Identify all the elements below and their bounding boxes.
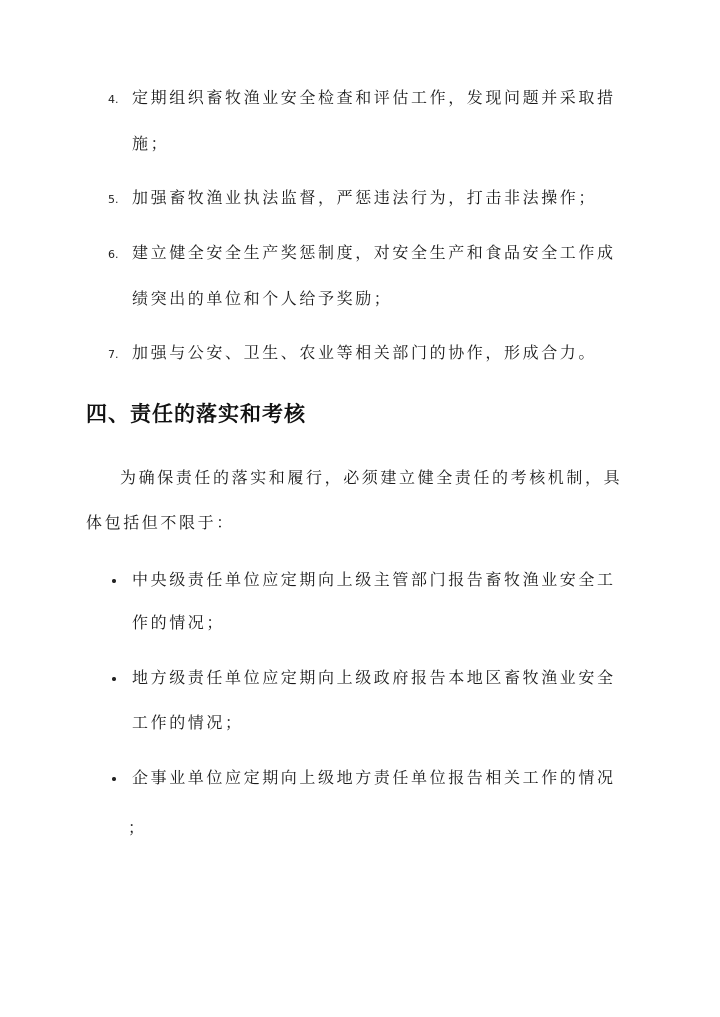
section-heading: 四、责任的落实和考核 [86,402,306,426]
item-line: 工作的情况； [132,713,244,732]
item-line: 企事业单位应定期向上级地方责任单位报告相关工作的情况 [132,768,616,787]
item-line: 建立健全安全生产奖惩制度，对安全生产和食品安全工作成 [132,243,616,262]
bullet-dot [112,579,116,583]
item-line: 中央级责任单位应定期向上级主管部门报告畜牧渔业安全工 [132,570,616,589]
item-line: 加强与公安、卫生、农业等相关部门的协作，形成合力。 [132,343,598,362]
item-number: 7. [108,348,119,361]
item-line: 绩突出的单位和个人给予奖励； [132,289,393,308]
item-line: 施； [132,134,170,153]
item-line: ； [128,818,147,837]
paragraph-line: 体包括但不限于： [86,513,235,532]
item-number: 4. [108,93,119,106]
bullet-dot [112,677,116,681]
item-number: 5. [108,193,119,206]
item-line: 作的情况； [132,613,226,632]
paragraph-line: 为确保责任的落实和履行，必须建立健全责任的考核机制，具 [120,468,623,487]
item-line: 加强畜牧渔业执法监督，严惩违法行为，打击非法操作； [132,188,598,207]
bullet-dot [112,777,116,781]
item-line: 地方级责任单位应定期向上级政府报告本地区畜牧渔业安全 [132,668,616,687]
item-line: 定期组织畜牧渔业安全检查和评估工作，发现问题并采取措 [132,88,616,107]
item-number: 6. [108,248,119,261]
